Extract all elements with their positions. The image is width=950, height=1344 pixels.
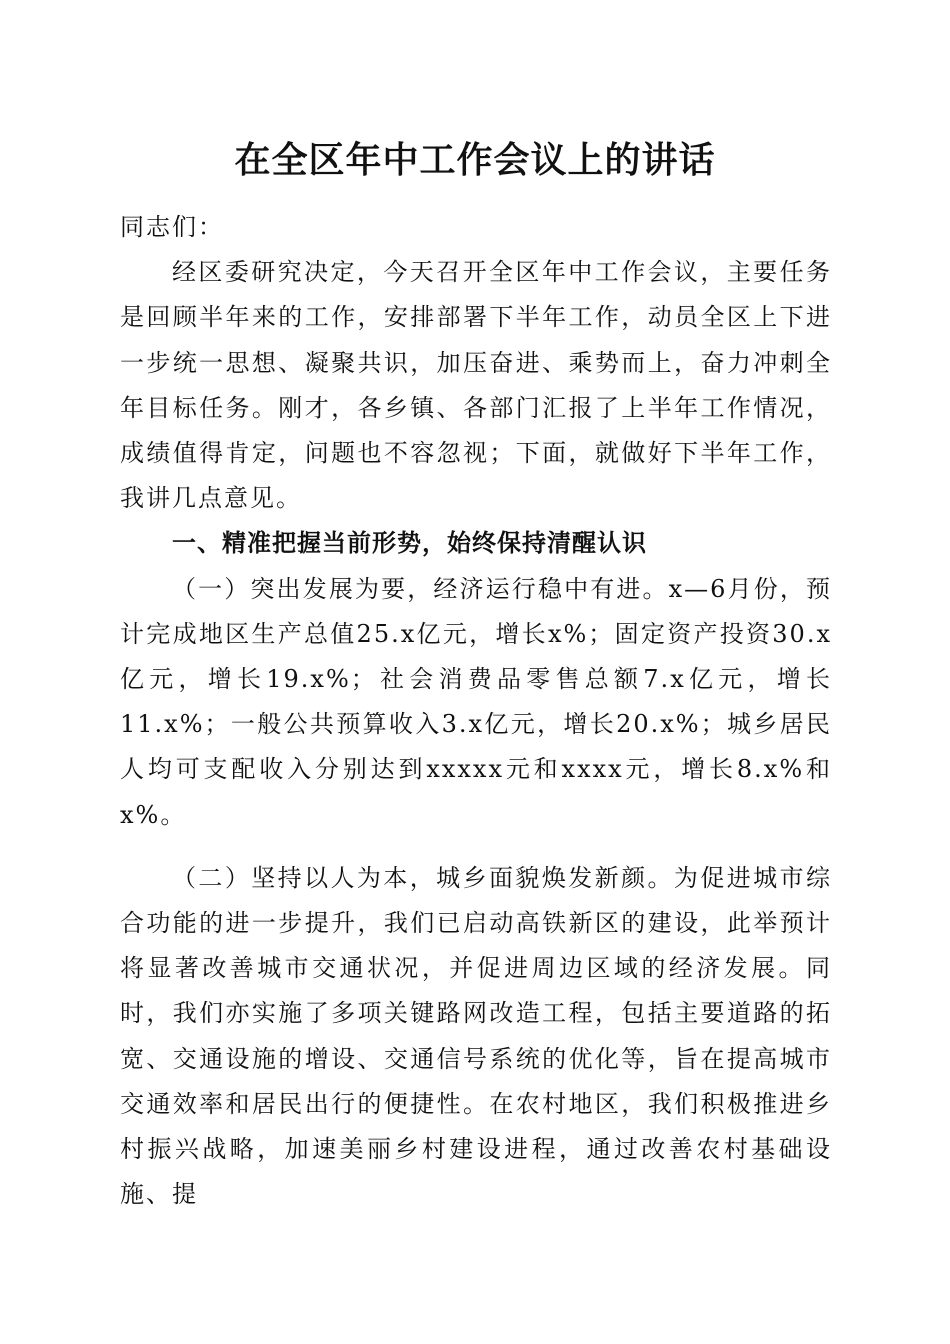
salutation: 同志们： [120,213,224,241]
intro-paragraph: 经区委研究决定，今天召开全区年中工作会议，主要任务是回顾半年来的工作，安排部署下半年工作，动员全区上下进一步统一思想、凝聚共识，加压奋进、乘势而上，奋力冲刺全年目标任务。刚才，各乡镇、各部门汇报了上半年工作情况，成绩值得肯定，问题也不容忽视；下面，就做好下半年工作，我讲几点意见。 [120,258,832,513]
urban-rural-paragraph: （二）坚持以人为本，城乡面貌焕发新颜。为促进城市综合功能的进一步提升，我们已启动高铁新区的建设，此举预计将显著改善城市交通状况，并促进周边区域的经济发展。同时，我们亦实施了多项关键路网改造工程，包括主要道路的拓宽、交通设施的增设、交通信号系统的优化等，旨在提高城市交通效率和居民出行的便捷性。在农村地区，我们积极推进乡村振兴战略，加速美丽乡村建设进程，通过改善农村基础设施、提 [120,863,832,1209]
document-title: 在全区年中工作会议上的讲话 [234,139,716,181]
document-body [120,205,832,1217]
economy-paragraph: （一）突出发展为要，经济运行稳中有进。x—6月份，预计完成地区生产总值25.x亿元，增长x%；固定资产投资30.x亿元，增长19.x%；社会消费品零售总额7.x亿元，增长11.x%；一般公共预算收入3.x亿元，增长20.x%；城乡居民人均可支配收入分别达到xxxxx元和xxxx元，增长8.x%和x%。 [120,574,832,829]
section-heading: 一、精准把握当前形势，始终保持清醒认识 [172,529,647,558]
